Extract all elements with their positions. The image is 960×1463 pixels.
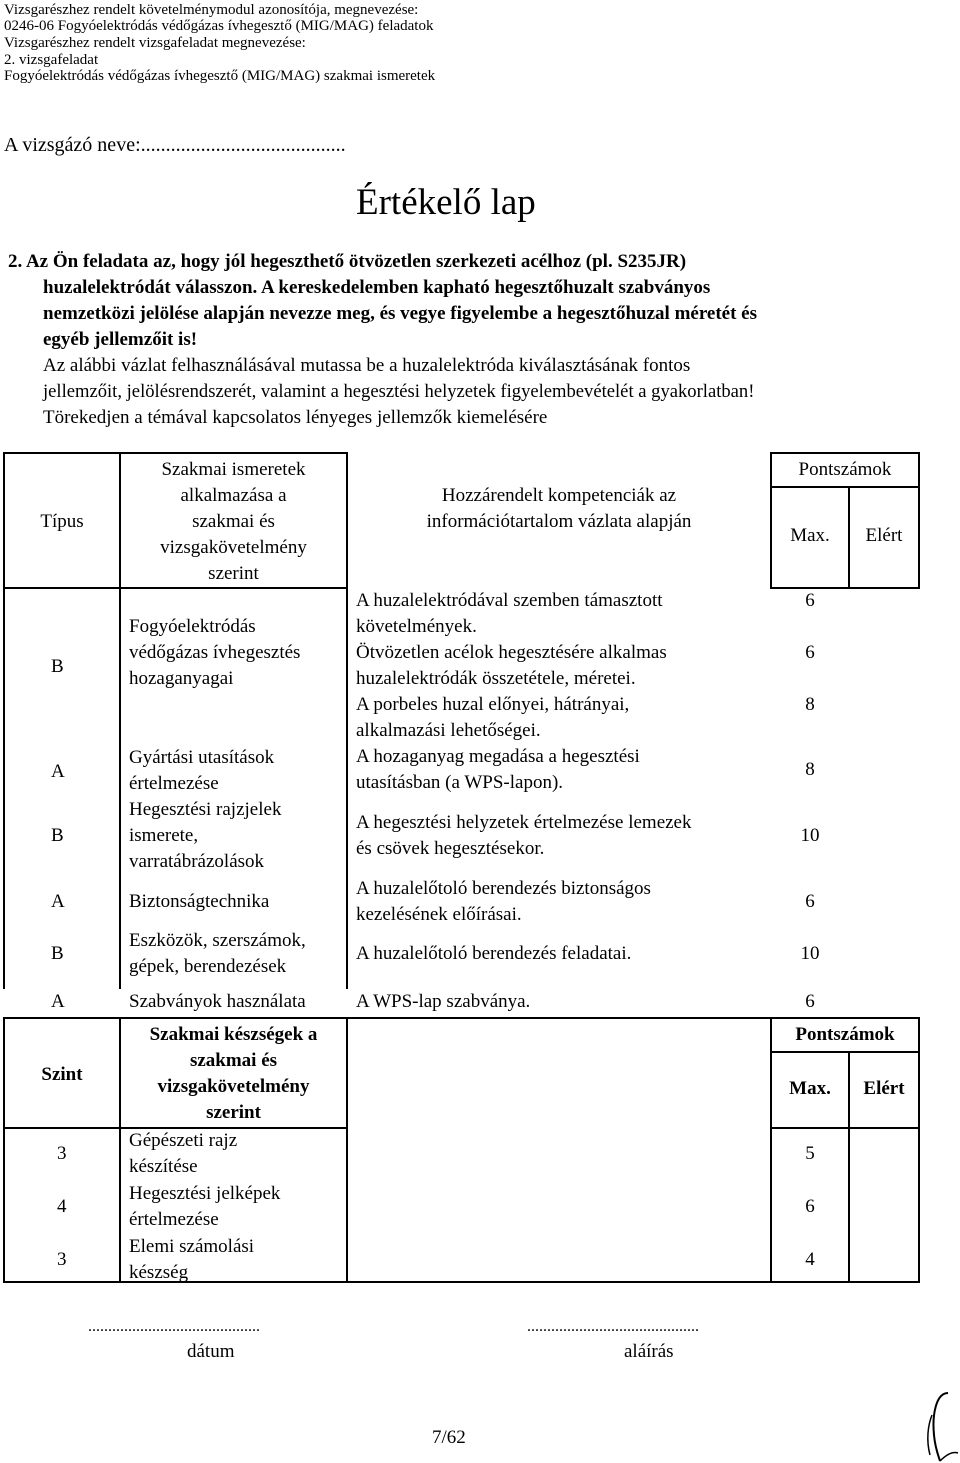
competence-item: A porbeles huzal előnyei, hátrányai, alkalmazási lehetőségei. <box>356 694 630 741</box>
max-points: 6 <box>805 891 815 912</box>
row-type: A <box>51 891 65 912</box>
column-header-max: Max. <box>789 1078 831 1099</box>
row-knowledge: Hegesztési rajzjelek ismerete, varratábrázolások <box>129 799 282 872</box>
column-header-max: Max. <box>790 525 830 546</box>
row-skill: Hegesztési jelképek értelmezése <box>129 1183 281 1230</box>
header-line: Vizsgarészhez rendelt vizsgafeladat megnevezése: <box>4 35 306 51</box>
competence-item: A WPS-lap szabványa. <box>356 991 531 1012</box>
header-line: Vizsgarészhez rendelt követelménymodul azonosítója, megnevezése: <box>4 2 419 18</box>
row-type: B <box>51 825 64 846</box>
task-line: Törekedjen a témával kapcsolatos lényeges jellemzők kiemelésére <box>43 407 548 428</box>
row-skill: Gépészeti rajz készítése <box>129 1130 238 1177</box>
task-line: egyéb jellemzőit is! <box>43 329 198 350</box>
max-points: 10 <box>800 943 820 964</box>
row-type: B <box>51 943 64 964</box>
task-line: jellemzőit, jelölésrendszerét, valamint a hegesztési helyzetek figyelembevételét a gyakorlatban! <box>43 381 755 402</box>
column-header-achieved: Elért <box>865 525 903 546</box>
column-header-level: Szint <box>41 1064 83 1085</box>
max-points: 5 <box>805 1143 815 1164</box>
max-points: 8 <box>805 694 815 715</box>
row-knowledge: Eszközök, szerszámok, gépek, berendezések <box>129 930 306 977</box>
competence-item: A huzalelektródával szemben támasztott követelmények. <box>356 590 663 637</box>
max-points: 8 <box>805 759 815 780</box>
signature-label: aláírás <box>624 1341 674 1362</box>
column-header-knowledge: Szakmai ismeretek alkalmazása a szakmai és vizsgakövetelmény szerint <box>160 459 307 584</box>
signature-dotted-line: ........................................... <box>527 1318 699 1335</box>
max-points: 4 <box>805 1249 815 1270</box>
competence-item: A huzalelőtoló berendezés biztonságos kezelésének előírásai. <box>356 878 651 925</box>
date-label: dátum <box>187 1341 235 1362</box>
competence-item: A hozaganyag megadása a hegesztési utasításban (a WPS-lapon). <box>356 746 640 793</box>
row-type: A <box>51 761 65 782</box>
row-knowledge: Fogyóelektródás védőgázas ívhegesztés hozaganyagai <box>129 616 301 689</box>
header-line: 0246-06 Fogyóelektródás védőgázas ívhegesztő (MIG/MAG) feladatok <box>4 18 434 34</box>
row-type: B <box>51 656 64 677</box>
candidate-name-field: A vizsgázó neve:......................................... <box>4 134 346 156</box>
max-points: 6 <box>805 1196 815 1217</box>
max-points: 6 <box>805 590 815 611</box>
max-points: 6 <box>805 991 815 1012</box>
column-header-type: Típus <box>40 511 84 532</box>
task-line: Az alábbi vázlat felhasználásával mutassa be a huzalelektróda kiválasztásának fontos <box>43 355 691 376</box>
header-line: 2. vizsgafeladat <box>4 52 99 68</box>
row-level: 3 <box>57 1143 67 1164</box>
row-knowledge: Biztonságtechnika <box>129 891 270 912</box>
task-line: huzalelektródát válasszon. A kereskedelemben kapható hegesztőhuzalt szabványos <box>43 277 711 298</box>
max-points: 6 <box>805 642 815 663</box>
handwritten-signature <box>918 1385 960 1463</box>
column-header-competence: Hozzárendelt kompetenciák az információtartalom vázlata alapján <box>426 485 692 532</box>
column-header-skills: Szakmai készségek a szakmai és vizsgakövetelmény szerint <box>149 1024 318 1123</box>
competence-item: A huzalelőtoló berendezés feladatai. <box>356 943 632 964</box>
row-type: A <box>51 991 65 1012</box>
max-points: 10 <box>800 825 820 846</box>
page-number: 7/62 <box>432 1427 466 1448</box>
task-line: nemzetközi jelölése alapján nevezze meg, és vegye figyelembe a hegesztőhuzal méretét és <box>43 303 758 324</box>
column-header-points: Pontszámok <box>795 1024 895 1045</box>
date-dotted-line: ........................................... <box>88 1318 260 1335</box>
row-level: 3 <box>57 1249 67 1270</box>
column-header-points: Pontszámok <box>798 459 892 480</box>
row-knowledge: Gyártási utasítások értelmezése <box>129 747 275 794</box>
row-knowledge: Szabványok használata <box>129 991 306 1012</box>
column-header-achieved: Elért <box>863 1078 905 1099</box>
task-line: 2. Az Ön feladata az, hogy jól hegeszthető ötvözetlen szerkezeti acélhoz (pl. S235JR) <box>8 251 687 272</box>
competence-item: Ötvözetlen acélok hegesztésére alkalmas huzalelektródák összetétele, méretei. <box>356 642 667 689</box>
header-line: Fogyóelektródás védőgázas ívhegesztő (MIG/MAG) szakmai ismeretek <box>4 68 436 84</box>
row-skill: Elemi számolási készség <box>129 1236 255 1283</box>
competence-item: A hegesztési helyzetek értelmezése lemezek és csövek hegesztésekor. <box>356 812 692 859</box>
row-level: 4 <box>57 1196 67 1217</box>
page-title: Értékelő lap <box>356 182 536 223</box>
